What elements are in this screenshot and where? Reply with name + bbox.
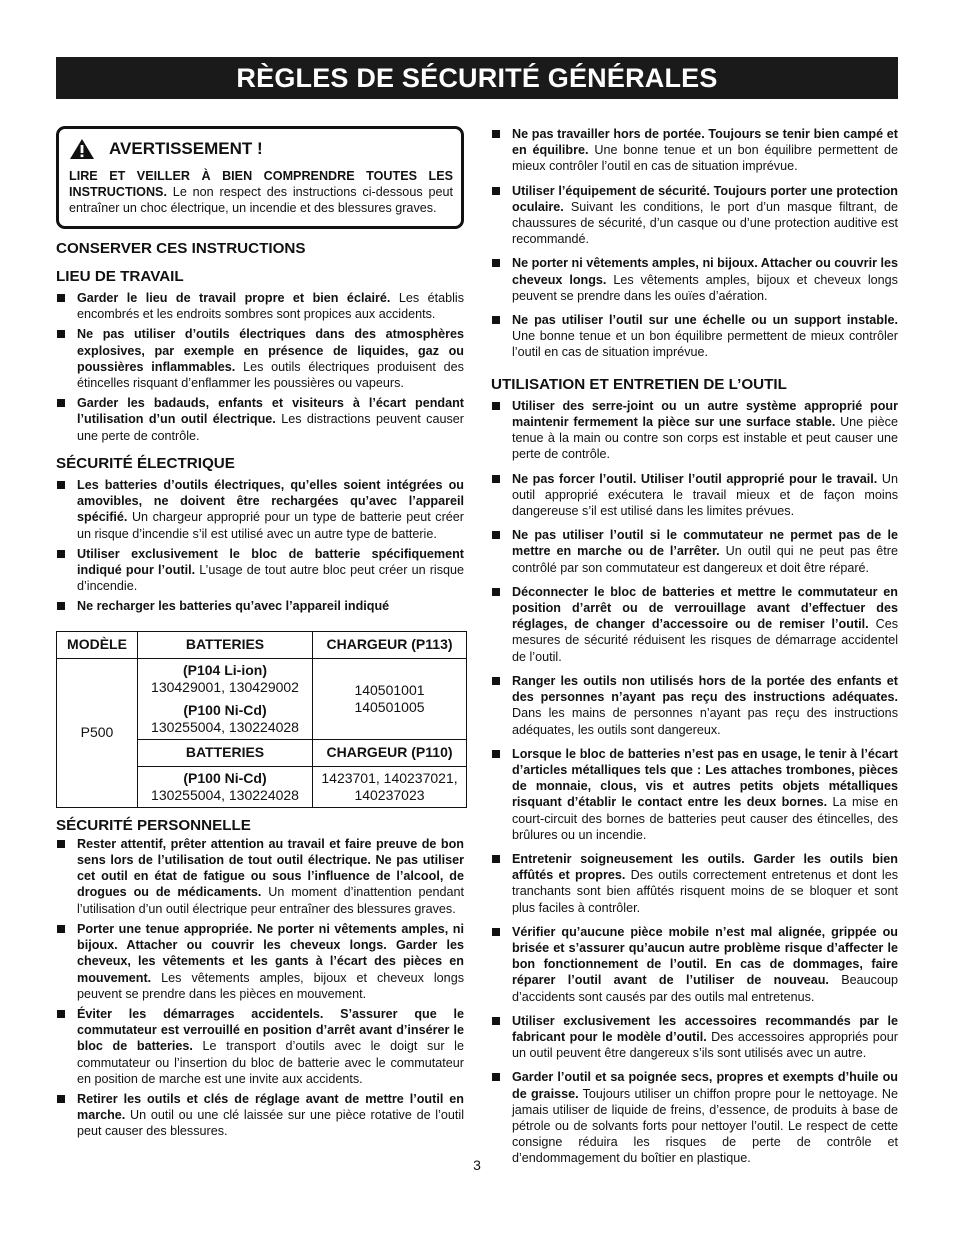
item-text: Une bonne tenue et un bon équilibre permettent de mieux contrôler l’outil en cas de situation imprévue. [512,143,898,174]
list-item [491,255,898,304]
list-item [56,836,464,917]
title-banner [56,57,898,99]
list-item [491,527,898,576]
list-item [56,1091,464,1140]
table-row [57,631,467,658]
battery-name: (P100 Ni-Cd) [183,769,267,786]
bullet-square-icon [57,1095,65,1103]
warning-title: AVERTISSEMENT ! [109,138,263,158]
item-text: Le transport d’outils avec le doigt sur le commutateur ou l’insertion du bloc de batterie avec le commutateur en position de marche est une invite aux accidents. [77,1039,464,1086]
item-text: Dans les mains de personnes n’ayant pas reçu des instructions adéquates, les outils sont dangereux. [512,706,898,737]
warning-text [69,168,453,217]
header-charger-code: (P110) [411,744,453,761]
bullet-square-icon [57,294,65,302]
bullet-square-icon [492,187,500,195]
item-text: Suivant les conditions, le port d’un masque filtrant, de chaussures de sécurité, d’un casque ou d’une protection auditive est recommandé. [512,199,898,247]
header-charger-code: (P113) [411,636,453,653]
header-charger-label: CHARGEUR [326,744,412,761]
item-bold: Ne pas travailler hors de portée. Toujours se tenir bien campé et en équilibre. [512,127,898,158]
battery-parts: 130255004, 130224028 [151,718,299,735]
table-row [57,658,467,739]
header-model: MODÈLE [57,631,138,658]
item-bold: Garder le lieu de travail propre et bien éclairé. [77,291,391,306]
item-bold: Ne porter ni vêtements amples, ni bijoux. Attacher ou couvrir les cheveux longs. [512,256,898,287]
charger-part: 140501005 [354,698,425,715]
item-bold: Utiliser des serre-joint ou un autre système approprié pour maintenir fermement la pièce sur une surface stable. [512,398,898,430]
list-item [491,312,898,361]
bullet-square-icon [57,481,65,489]
list-item [491,471,898,520]
header-charger-p113 [313,631,467,658]
item-bold: Éviter les démarrages accidentels. S’assurer que le commutateur est verrouillé en position d’arrêt avant d’insérer le bloc de batteries. [77,1006,464,1054]
item-text: Les vêtements amples, bijoux et cheveux longs peuvent se prendre dans les ouïes d’aération. [512,272,898,303]
list-item [56,290,464,322]
item-bold: Ranger les outils non utilisés hors de la portée des enfants et des personnes n’ayant pas reçu des instructions adéquates. [512,673,898,705]
charger-part: 140501001 [354,681,425,698]
bullet-square-icon [57,1010,65,1018]
item-text: Une pièce tenue à la main ou contre son corps est instable et peut causer une perte de contrôle. [512,415,898,462]
list-item [56,546,464,595]
item-bold: Lorsque le bloc de batteries n’est pas en usage, le tenir à l’écart d’articles métalliques tels que : Les attaches trombones, pièces de monnaie, clous, vis et autres petits objets métalliques risquant d’établir le contact entre les deux bornes. [512,746,898,810]
batteries-cell [138,658,313,739]
item-text: Les outils électriques produisent des étincelles risquant d’enflammer les poussières ou vapeurs. [77,359,464,391]
battery-charger-table [56,631,467,808]
item-text: Un moment d’inattention pendant l’utilisation d’un outil électrique peur entraîner des blessures graves. [77,885,464,916]
bullet-square-icon [57,840,65,848]
item-text: Un outil approprié exécutera le travail mieux et de façon moins dangereuse s’il est utilisé dans les limites prévues. [512,471,898,519]
bullet-square-icon [492,531,500,539]
tool-use-list [491,398,898,1167]
item-bold: Ne pas forcer l’outil. Utiliser l’outil approprié pour le travail. [512,471,878,486]
right-column [491,126,898,1175]
item-bold: Retirer les outils et clés de réglage avant de mettre l’outil en marche. [77,1091,464,1123]
item-text: Un outil qui ne peut pas être contrôlé par son commutateur est dangereux et doit être réparé. [512,544,898,575]
left-column [56,126,464,1144]
item-text: Un chargeur approprié pour un type de batterie peut créer un risque d’incendie s’il est utilisé avec un autre type de batterie. [77,510,464,541]
battery-name: (P104 Li-ion) [182,661,267,678]
batteries-cell [138,766,313,807]
item-bold: Porter une tenue appropriée. Ne porter ni vêtements amples, ni bijoux. Attacher ou couvrir les cheveux longs. Garder les cheveux, les vêtements et les gants à l’écart des pièces en mouvement. [77,921,464,985]
list-item [491,1069,898,1166]
bullet-square-icon [492,750,500,758]
header-charger-p110 [313,739,467,766]
warning-header [69,138,453,160]
item-text: Ces mesures de sécurité réduisent les risques de démarrage accidentel de l’outil. [512,617,898,664]
list-item [56,477,464,542]
battery-name: (P100 Ni-Cd) [183,701,267,718]
item-bold: Ne recharger les batteries qu’avec l’appareil indiqué [77,599,390,614]
bullet-square-icon [492,259,500,267]
list-item [491,924,898,1005]
item-bold: Utiliser exclusivement les accessoires recommandés par le fabricant pour le modèle d’outil. [512,1013,898,1044]
list-item [56,1006,464,1087]
item-bold: Ne pas utiliser l’outil sur une échelle ou un support instable. [512,313,898,328]
warning-box [56,126,464,229]
list-item [56,921,464,1002]
list-item [491,584,898,665]
item-text: Toujours utiliser un chiffon propre pour le nettoyage. Ne jamais utiliser de liquide de freins, d’essence, de produits à base de pétrole ou de solvants forts pour nettoyer l’outil. Le respect de cette consigne réduira les risques de perte de contrôle et d’endommagement du boîtier en plastique. [512,1086,898,1166]
header-charger-label: CHARGEUR [326,636,412,653]
header-batteries: BATTERIES [138,631,313,658]
work-area-list [56,290,464,444]
save-instructions-heading: CONSERVER CES INSTRUCTIONS [56,239,306,257]
bullet-square-icon [492,316,500,324]
electrical-safety-heading: SÉCURITÉ ÉLECTRIQUE [56,454,235,472]
charger-cell [313,766,467,807]
bullet-square-icon [492,588,500,596]
item-text: Une bonne tenue et un bon équilibre permettent de mieux contrôler l’outil en cas de situation imprévue. [512,329,898,360]
electrical-safety-list [56,477,464,615]
list-item [491,673,898,738]
bullet-square-icon [57,330,65,338]
item-text: Les vêtements amples, bijoux et cheveux longs peuvent se prendre dans les pièces en mouvement. [77,970,464,1001]
list-item [491,183,898,248]
work-area-heading: LIEU DE TRAVAIL [56,267,184,285]
warning-triangle-icon [69,138,95,160]
battery-parts: 130429001, 130429002 [151,678,299,695]
item-bold: Vérifier qu’aucune pièce mobile n’est mal alignée, grippée ou brisée et s’assurer qu’aucun autre problème risque d’affecter le bon fonctionnement de l’outil. En cas de dommages, faire réparer l’outil avant de l’utiliser de nouveau. [512,924,898,988]
bullet-square-icon [57,399,65,407]
charger-part: 140237023 [354,786,425,803]
tool-use-heading: UTILISATION ET ENTRETIEN DE L’OUTIL [491,375,787,393]
list-item [56,395,464,444]
bullet-square-icon [492,475,500,483]
item-text: L’usage de tout autre bloc peut créer un risque d’incendie. [77,563,465,594]
item-bold: Garder l’outil et sa poignée secs, propres et exempts d’huile ou de graisse. [512,1070,898,1101]
item-text: Beaucoup d’accidents sont causés par des outils mal entretenus. [512,973,898,1004]
item-bold: Ne pas utiliser l’outil si le commutateur ne permet pas de le mettre en marche ou de l’arrêter. [512,528,898,559]
item-bold: Entretenir soigneusement les outils. Garder les outils bien affûtés et propres. [512,851,898,883]
item-text: Des outils correctement entretenus et dont les tranchants sont bien affûtés risquent moins de se bloquer et sont plus faciles à contrôler. [512,868,899,915]
item-text: La mise en court-circuit des bornes de batteries peut causer des étincelles, des brûlures ou un incendie. [512,795,898,842]
list-item [491,126,898,175]
item-bold: Ne pas utiliser d’outils électriques dans des atmosphères explosives, par exemple en présence de liquides, gaz ou poussières inflammables. [77,327,464,374]
item-text: Les distractions peuvent causer une perte de contrôle. [77,412,464,443]
charger-cell [313,658,467,739]
personal-safety-heading: SÉCURITÉ PERSONNELLE [56,816,251,834]
bullet-square-icon [492,928,500,936]
list-item [491,851,898,916]
bullet-square-icon [492,855,500,863]
list-item [491,746,898,843]
bullet-square-icon [492,402,500,410]
charger-part: 1423701, 140237021, [321,769,458,786]
page-title: RÈGLES DE SÉCURITÉ GÉNÉRALES [236,63,718,93]
item-text: Les établis encombrés et les endroits sombres sont propices aux accidents. [77,291,464,322]
item-bold: Utiliser exclusivement le bloc de batterie spécifiquement indiqué pour l’outil. [77,546,464,578]
item-text: Un outil ou une clé laissée sur une pièce rotative de l’outil peut causer des blessures. [77,1108,464,1139]
item-bold: Utiliser l’équipement de sécurité. Toujours porter une protection oculaire. [512,183,898,214]
personal-safety-list [56,836,464,1140]
bullet-square-icon [57,602,65,610]
item-bold: Rester attentif, prêter attention au travail et faire preuve de bon sens lors de l’utilisation de tout outil électrique. Ne pas utiliser cet outil en état de fatigue ou sous l’influence de l’alcool, de drogues ou de médicaments. [77,836,464,900]
bullet-square-icon [492,130,500,138]
item-bold: Les batteries d’outils électriques, qu’elles soient intégrées ou amovibles, ne doivent être rechargées qu’avec l’appareil spécifié. [77,478,464,525]
list-item [56,326,464,391]
battery-parts: 130255004, 130224028 [151,786,299,803]
list-item [56,598,464,614]
warning-body: Le non respect des instructions ci-dessous peut entraîner un choc électrique, un incendie et des blessures graves. [69,185,453,216]
list-item [491,398,898,463]
bullet-square-icon [492,1073,500,1081]
item-bold: Garder les badauds, enfants et visiteurs à l’écart pendant l’utilisation d’un outil électrique. [77,396,464,427]
bullet-square-icon [492,677,500,685]
item-bold: Déconnecter le bloc de batteries et mettre le commutateur en position d’arrêt ou de verrouillage avant d’effectuer des réglages, de changer d’accessoire ou de remiser l’outil. [512,584,898,632]
bullet-square-icon [492,1017,500,1025]
list-item [491,1013,898,1062]
header-batteries-2: BATTERIES [138,739,313,766]
bullet-square-icon [57,550,65,558]
personal-safety-continued-list [491,126,898,361]
warning-bold: LIRE ET VEILLER À BIEN COMPRENDRE TOUTES LES INSTRUCTIONS. [69,169,453,200]
bullet-square-icon [57,925,65,933]
page-number: 3 [473,1157,481,1173]
item-text: Des accessoires appropriés pour un outil peuvent être dangereux s’ils sont utilisés avec un autre. [512,1029,898,1061]
model-cell: P500 [57,658,138,807]
